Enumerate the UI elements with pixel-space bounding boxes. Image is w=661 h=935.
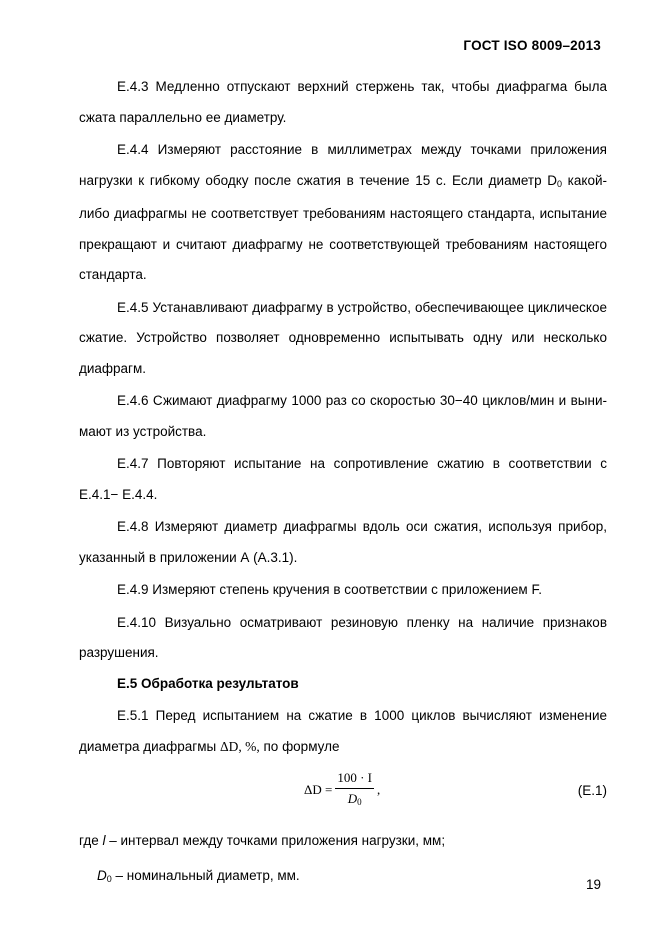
paragraph-e47: Е.4.7 Повторяют испытание на сопротивление сжатию в соответствии с Е.4.1− Е.4.4. [79, 456, 607, 502]
section-heading: Е.5 Обработка результатов [117, 675, 299, 691]
paragraph-e44-part1: Е.4.4 Измеряют расстояние в миллиметрах между точками приложения нагрузки к гибкому ободку после сжатия в течение 15 с. Если диаметр D [79, 142, 607, 188]
delta-d-symbol: ΔD, %, [219, 738, 260, 754]
formula-fraction [335, 770, 374, 810]
document-body [79, 72, 607, 894]
legend-d0-text: – номинальный диаметр, мм. [111, 867, 300, 883]
legend-where-word: где [79, 833, 103, 848]
paragraph-e44 [79, 135, 607, 291]
paragraph-e51-part2: по формуле [259, 738, 340, 754]
formula-block [79, 764, 607, 822]
legend-l [79, 826, 607, 857]
paragraph-e44-part2: какой-либо диафрагмы не соответствует требованиям настоящего стандарта, испытание прекращают и считают диафрагму не соответствующей требованиям настоящего стандарта. [79, 172, 607, 282]
formula-denominator-sub: 0 [357, 797, 362, 807]
formula-lhs: ΔD = [304, 781, 333, 797]
page-header: ГОСТ ISO 8009–2013 [463, 38, 601, 53]
page-number: 19 [585, 877, 601, 892]
formula-number: (Е.1) [577, 783, 607, 798]
legend-l-symbol: l [102, 833, 106, 848]
formula-numerator: 100 · I [335, 770, 374, 789]
legend-d0-symbol: D [97, 867, 107, 883]
paragraph-e45: Е.4.5 Устанавливают диафрагму в устройство, обеспечивающее циклическое сжатие. Устройство позволяет одновременно испытывать одну или несколько диафрагм. [79, 299, 607, 376]
paragraph-e48: Е.4.8 Измеряют диаметр диафрагмы вдоль оси сжатия, используя прибор, указанный в приложении А (А.3.1). [79, 519, 607, 565]
formula-denominator [348, 789, 362, 810]
formula-e1 [304, 770, 380, 810]
legend-l-text: – интервал между точками приложения нагрузки, мм; [105, 833, 446, 848]
paragraph-e51 [79, 701, 607, 762]
paragraph-e410: Е.4.10 Визуально осматривают резиновую пленку на наличие признаков разрушения. [79, 614, 607, 660]
paragraph-e49: Е.4.9 Измеряют степень кручения в соответствии с приложением F. [117, 582, 542, 597]
paragraph-e51-part1: Е.5.1 Перед испытанием на сжатие в 1000 циклов вычисляют изменение диаметра диафрагмы [79, 708, 607, 754]
formula-denominator-main: D [347, 791, 358, 806]
formula-trail: , [377, 781, 381, 797]
legend-d0-sub: 0 [106, 873, 112, 884]
legend-d0 [79, 861, 607, 895]
paragraph-e43: Е.4.3 Медленно отпускают верхний стержень так, чтобы диафрагма была сжата параллельно ее диаметру. [79, 79, 607, 125]
d0-subscript: 0 [557, 178, 563, 189]
paragraph-e46: Е.4.6 Сжимают диафрагму 1000 раз со скоростью 30−40 циклов/мин и вынимают из устройства. [79, 393, 607, 439]
